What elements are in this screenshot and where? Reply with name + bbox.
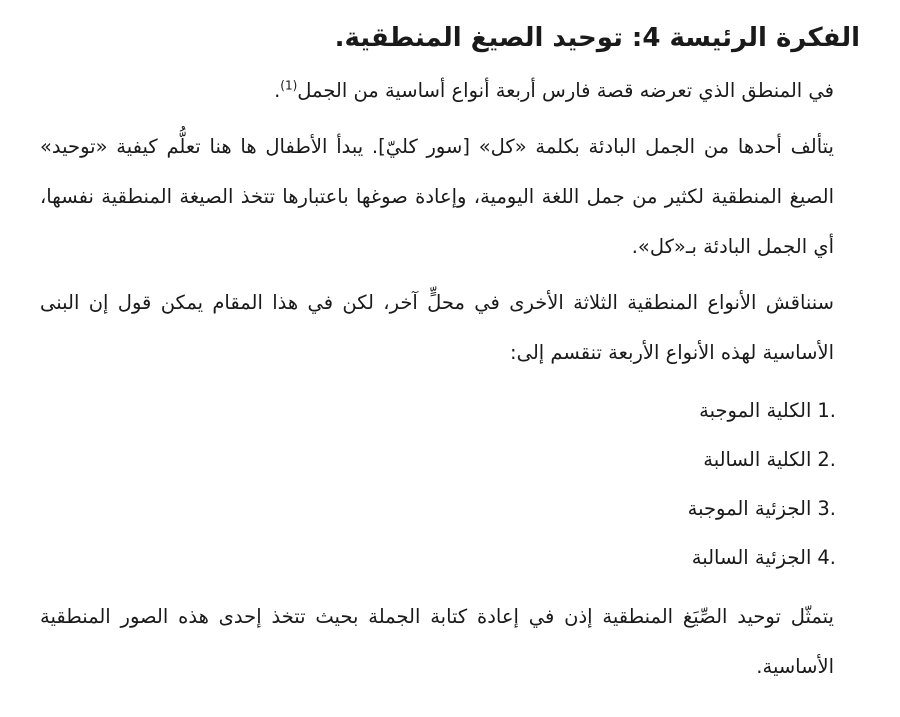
list-item [40, 533, 836, 582]
list-item [40, 386, 836, 435]
list-item-text: الكلية السالبة [703, 448, 812, 471]
list-item-text: الجزئية السالبة [691, 546, 812, 569]
paragraph-four-types: سنناقش الأنواع المنطقية الثلاثة الأخرى في محلٍّ آخر، لكن في هذا المقام يمكن قول إن البنى الأساسية لهذه الأنواع الأربعة تنقسم إلى: [40, 291, 834, 364]
list-item-number: 2. [817, 448, 836, 471]
proposition-types-list [40, 386, 860, 582]
list-item [40, 435, 836, 484]
paragraph-intro-end: . [274, 79, 281, 102]
list-item [40, 484, 836, 533]
paragraph-conclusion: يتمثّل توحيد الصِّيَغ المنطقية إذن في إعادة كتابة الجملة بحيث تتخذ إحدى هذه الصور المنطقية الأساسية. [40, 605, 834, 678]
footnote-marker[interactable]: (1) [280, 78, 298, 93]
list-item-text: الكلية الموجبة [699, 399, 812, 422]
list-item-text: الجزئية الموجبة [687, 497, 812, 520]
section-heading: الفكرة الرئيسة 4: توحيد الصيغ المنطقية. [334, 23, 860, 53]
paragraph-intro-text: في المنطق الذي تعرضه قصة فارس أربعة أنواع أساسية من الجمل [297, 79, 834, 102]
list-item-number: 3. [817, 497, 836, 520]
list-item-number: 1. [817, 399, 836, 422]
paragraph-intro [40, 66, 860, 116]
list-item-number: 4. [817, 546, 836, 569]
paragraph-unification: يتألف أحدها من الجمل البادئة بكلمة «كل» [سور كليّ]. يبدأ الأطفال ها هنا تعلُّم كيفية «توحيد» الصيغ المنطقية لكثير من جمل اللغة اليومية، وإعادة صوغها باعتبارها تتخذ الصيغة المنطقية نفسها، أي الجمل البادئة بـ«كل». [40, 135, 834, 258]
